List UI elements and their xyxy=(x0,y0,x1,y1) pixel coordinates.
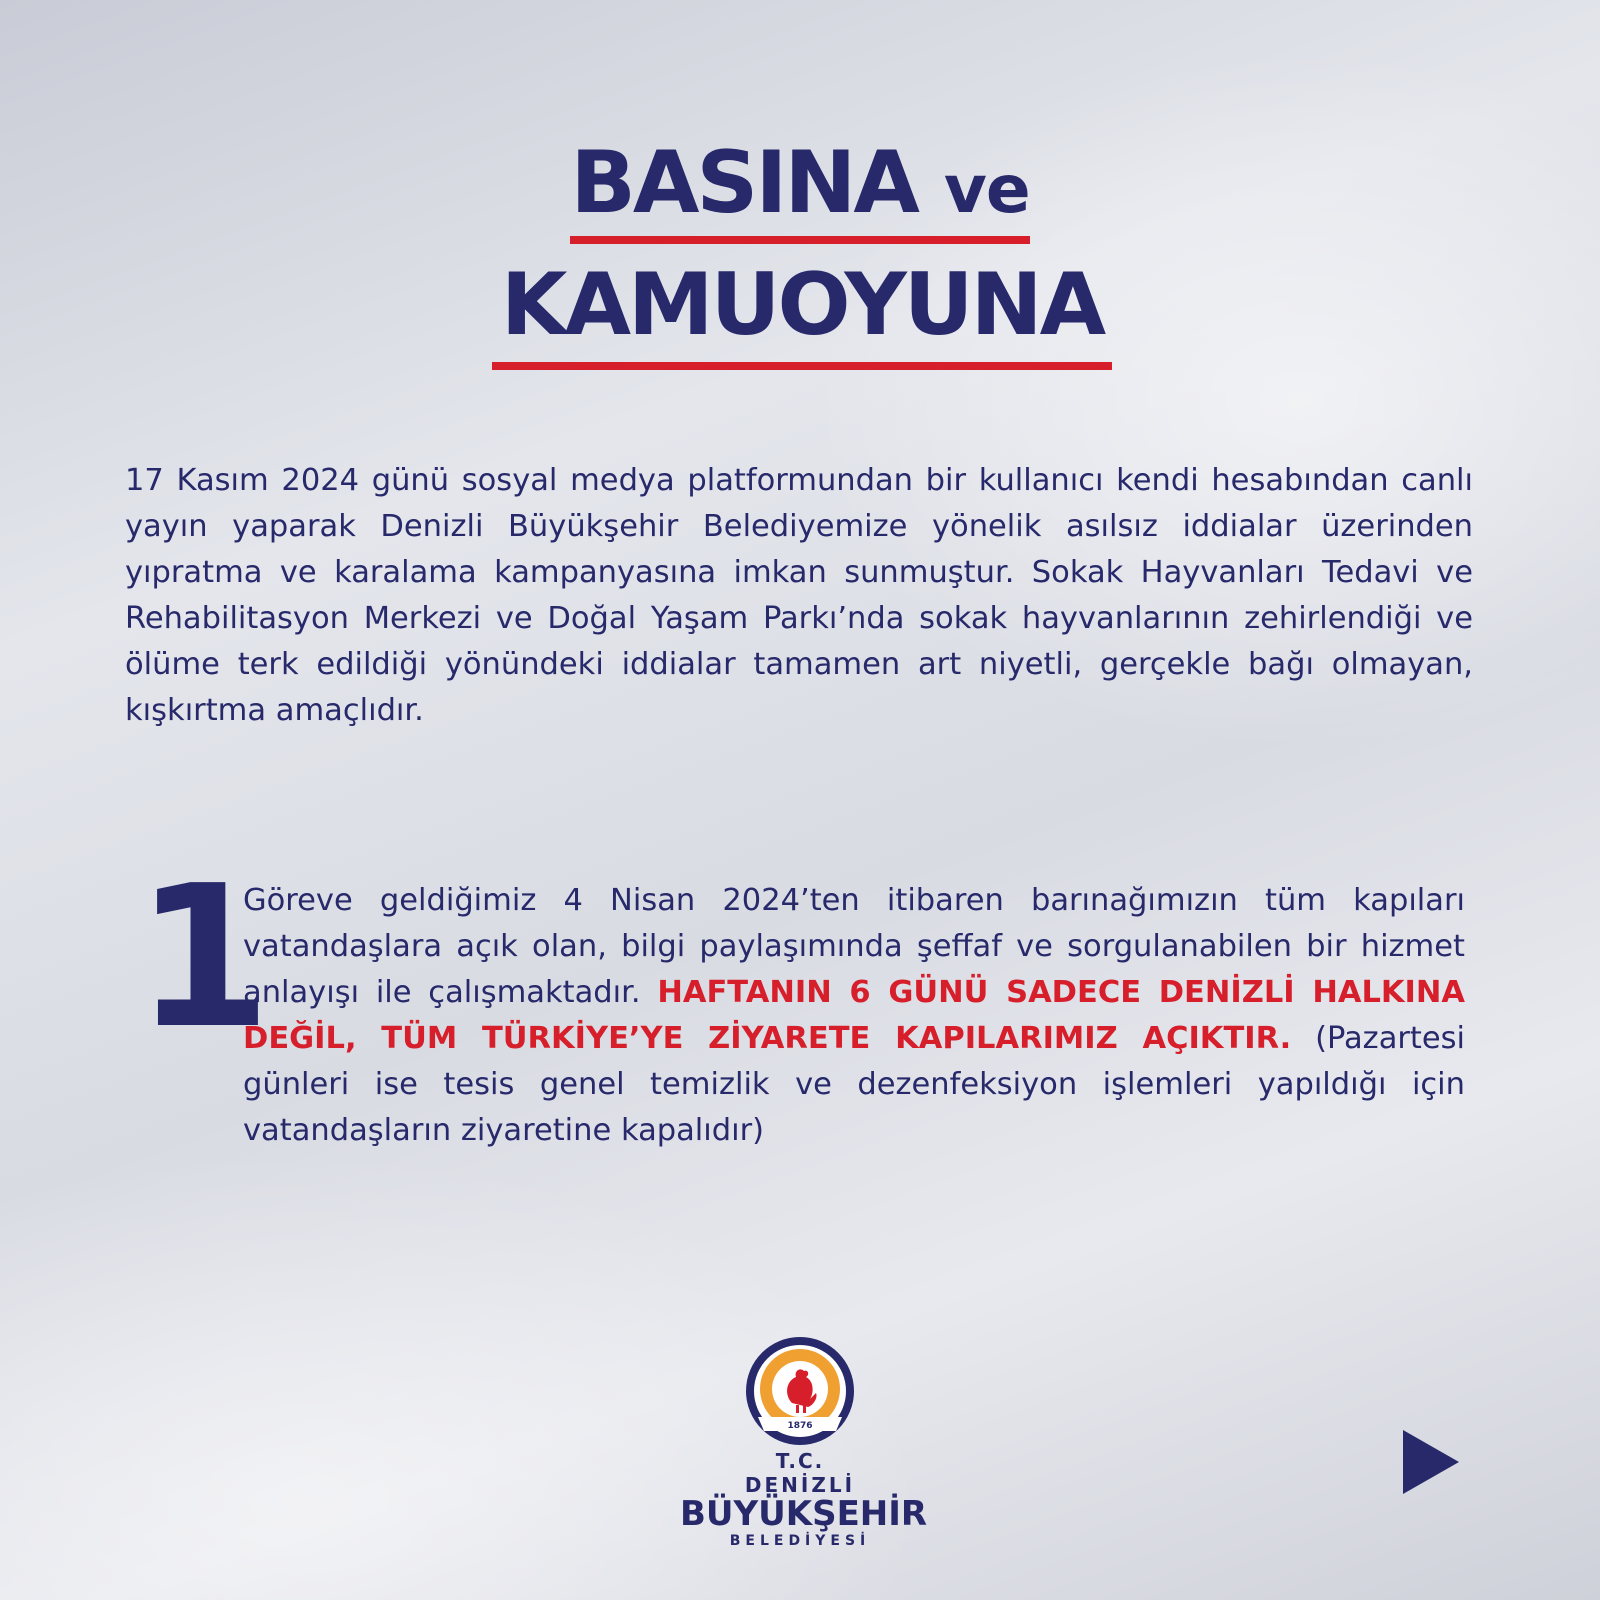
point-text-start: Göreve geldiğimiz 4 Nisan 2024’ten itibaren barınağımızın tüm kapıları vatandaşlara açık olan, bilgi paylaşımında şeffaf ve sorgulanabilen bir hizmet anlayışı ile çalışmaktadır. xyxy=(243,883,1465,1010)
play-triangle-icon[interactable] xyxy=(1403,1430,1463,1494)
rooster-emblem-icon xyxy=(744,1335,856,1447)
title-line-1 xyxy=(570,133,1030,244)
title-underline-2 xyxy=(492,362,1112,370)
logo-city: DENİZLİ xyxy=(744,1473,856,1497)
title-second: KAMUOYUNA xyxy=(500,255,1104,355)
logo-sub: BELEDİYESİ xyxy=(729,1532,871,1549)
municipality-logo xyxy=(680,1335,928,1549)
point-text-end: (Pazartesi günleri ise tesis genel temizlik ve dezenfeksiyon işlemleri yapıldığı için vatandaşların ziyaretine kapalıdır) xyxy=(243,1021,1466,1148)
point-paragraph xyxy=(243,878,1465,1154)
logo-tc: T.C. xyxy=(775,1449,825,1473)
point-highlight: HAFTANIN 6 GÜNÜ SADECE DENİZLİ HALKINA DEĞİL, TÜM TÜRKİYE’YE ZİYARETE KAPILARIMIZ AÇIKTIR. xyxy=(243,975,1466,1056)
intro-paragraph: 17 Kasım 2024 günü sosyal medya platformundan bir kullanıcı kendi hesabından canlı yayın yaparak Denizli Büyükşehir Belediyemize yönelik asılsız iddialar üzerinden yıpratma ve karalama kampanyasına imkan sunmuştur. Sokak Hayvanları Tedavi ve Rehabilitasyon Merkezi ve Doğal Yaşam Parkı’nda sokak hayvanlarının zehirlendiği ve ölüme terk edildiği yönündeki iddialar tamamen art niyetli, gerçekle bağı olmayan, kışkırtma amaçlıdır. xyxy=(125,463,1473,728)
title-line-2 xyxy=(492,255,1112,370)
point-number: 1 xyxy=(135,844,272,1072)
title-conjunction: ve xyxy=(943,151,1030,228)
title-main: BASINA xyxy=(570,133,917,233)
logo-year: 1876 xyxy=(787,1421,813,1431)
logo-main: BÜYÜKŞEHİR xyxy=(680,1494,928,1534)
title-underline-1 xyxy=(570,236,1030,244)
